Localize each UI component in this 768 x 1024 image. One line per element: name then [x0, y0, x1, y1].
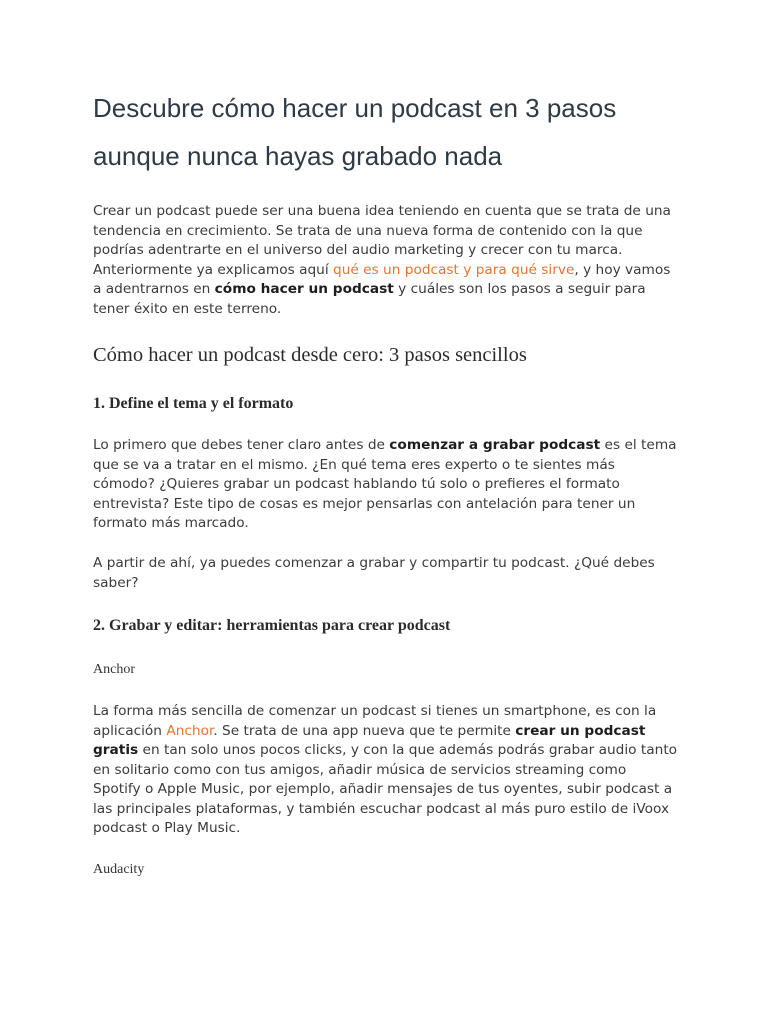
anchor-text-1: La forma más sencilla de comenzar un podcast si tienes un smartphone, es con la aplicación	[93, 703, 657, 739]
what-is-podcast-link[interactable]: qué es un podcast y para qué sirve	[333, 261, 575, 278]
step2-heading: 2. Grabar y editar: herramientas para crear podcast	[93, 617, 451, 634]
step1-heading: 1. Define el tema y el formato	[93, 395, 294, 412]
step1-bold: comenzar a grabar podcast	[389, 437, 601, 453]
anchor-bold: crear un podcast gratis	[93, 722, 646, 758]
anchor-link[interactable]: Anchor	[166, 722, 214, 739]
article-title: Descubre cómo hacer un podcast en 3 pasos aunque nunca hayas grabado nada	[93, 93, 617, 171]
intro-text-2: , y hoy vamos a adentrarnos en	[93, 261, 671, 297]
anchor-text-2: . Se trata de una app nueva que te permite	[213, 722, 516, 739]
intro-text-1: Crear un podcast puede ser una buena idea teniendo en cuenta que se trata de una tendencia en crecimiento. Se trata de una nueva forma de contenido con la que podrías adentrarte en el universo del audio marketing y crecer con tu marca. Anteriormente ya explicamos aquí	[93, 203, 671, 278]
intro-text-3: y cuáles son los pasos a seguir para tener éxito en este terreno.	[93, 281, 646, 317]
anchor-text-3: en tan solo unos pocos clicks, y con la que además podrás grabar audio tanto en solitario como con tus amigos, añadir música de servicios streaming como Spotify o Apple Music, por ejemplo, añadir mensajes de tus oyentes, subir podcast a las principales plataformas, y también escuchar podcast al más puro estilo de iVoox podcast o Play Music.	[93, 742, 678, 836]
section-heading: Cómo hacer un podcast desde cero: 3 pasos sencillos	[93, 344, 527, 366]
step1-text-2: es el tema que se va a tratar en el mismo. ¿En qué tema eres experto o te sientes más cómodo? ¿Quieres grabar un podcast hablando tú solo o prefieres el formato entrevista? Este tipo de cosas es mejor pensarlas con antelación para tener un formato más marcado.	[93, 437, 677, 531]
anchor-paragraph	[93, 702, 678, 839]
step1-paragraph-1	[93, 436, 678, 534]
step1-paragraph-2: A partir de ahí, ya puedes comenzar a grabar y compartir tu podcast. ¿Qué debes saber?	[93, 555, 655, 591]
intro-bold: cómo hacer un podcast	[214, 281, 394, 297]
tool-name-audacity: Audacity	[93, 862, 145, 877]
tool-name-anchor: Anchor	[93, 662, 135, 677]
intro-paragraph	[93, 202, 678, 319]
step1-text-1: Lo primero que debes tener claro antes de	[93, 437, 390, 453]
